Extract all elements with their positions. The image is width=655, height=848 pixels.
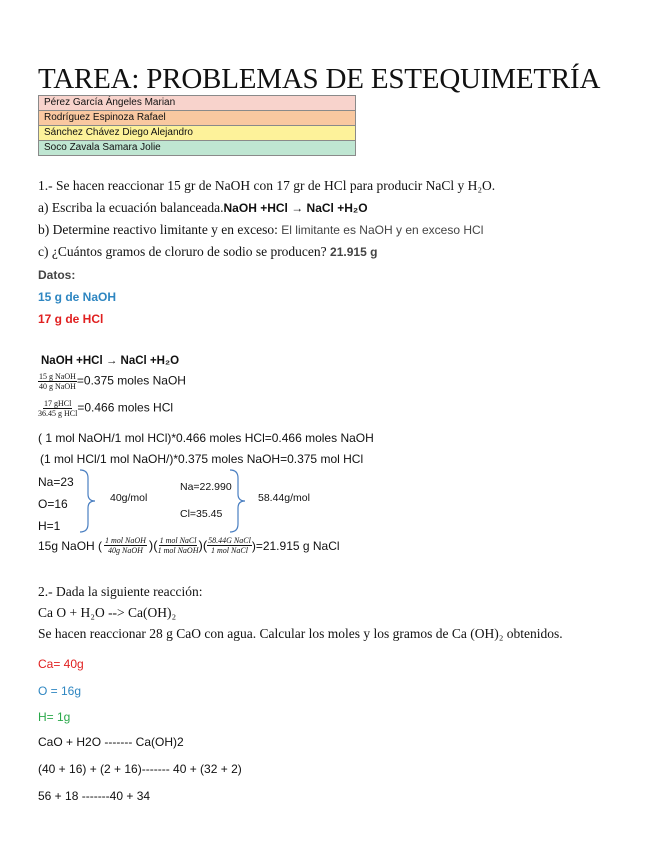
problem2-statement: 2.- Dada la siguiente reacción:	[38, 584, 203, 599]
na-mass: Na=23	[38, 475, 74, 489]
hcl-moles-result: =0.466 moles HCl	[77, 400, 174, 415]
na-mass-2: Na=22.990	[180, 481, 232, 493]
calc-hcl-moles	[38, 399, 173, 418]
final-start: 15g NaOH (	[38, 538, 103, 553]
team-member-name: Pérez García Ángeles Marian	[39, 96, 356, 111]
problem1-a-answer: NaOH +HCl → NaCl +H₂O	[223, 201, 368, 215]
team-member-name: Sánchez Chávez Diego Alejandro	[39, 126, 356, 141]
final-result: )=21.915 g NaCl	[251, 538, 340, 553]
naoh-moles-result: =0.375 moles NaOH	[76, 373, 186, 388]
ratio-line-1: ( 1 mol NaOH/1 mol HCl)*0.466 moles HCl=0.466 moles NaOH	[38, 431, 374, 445]
h-mass: H=1	[38, 519, 61, 533]
problem1-c	[38, 244, 377, 260]
team-member-name: Rodríguez Espinoza Rafael	[39, 111, 356, 126]
problem1-a-question: a) Escriba la ecuación balanceada.	[38, 200, 224, 215]
fraction-1: $\frac{\text{1 mol NaOH}}{\text{40g NaOH}}$	[105, 536, 146, 555]
brace-naoh	[78, 468, 98, 534]
team-row	[39, 111, 356, 126]
ratio-line-2: (1 mol HCl/1 mol NaOH/)*0.375 moles NaOH=0.375 mol HCl	[40, 452, 364, 466]
problem2-reaction: Ca O + H₂O --> Ca(OH)₂	[38, 605, 177, 620]
problem1-c-question: c) ¿Cuántos gramos de cloruro de sodio se producen?	[38, 244, 327, 259]
nacl-molar-mass: 58.44g/mol	[258, 492, 310, 504]
team-row	[39, 126, 356, 141]
naoh-molar-mass: 40g/mol	[110, 492, 148, 504]
cl-mass: Cl=35.45	[180, 508, 223, 520]
fraction-2: $\frac{\text{1 mol NaCl}}{\text{1 mol NaOH}}$	[157, 536, 199, 555]
problem1-a	[38, 200, 368, 216]
team-member-name: Soco Zavala Samara Jolie	[39, 141, 356, 156]
o-mass: O=16	[38, 497, 68, 511]
ca-mass: Ca= 40g	[38, 657, 84, 671]
balanced-equation: NaOH +HCl → NaCl +H₂O	[41, 355, 180, 367]
hcl-mass: 17 g de HCl	[38, 312, 104, 326]
calc-naoh-moles	[38, 372, 186, 391]
o-mass-2: O = 16g	[38, 684, 82, 698]
team-row	[39, 96, 356, 111]
datos-label: Datos:	[38, 268, 76, 282]
problem1-c-answer: 21.915 g	[330, 245, 378, 259]
problem1-statement: 1.- Se hacen reaccionar 15 gr de NaOH con 17 gr de HCl para producir NaCl y H₂O.	[38, 178, 496, 193]
document-title: TAREA: PROBLEMAS DE ESTEQUIMETRÍA	[38, 63, 601, 95]
equation-line-1: CaO + H2O ------- Ca(OH)2	[38, 735, 184, 749]
problem1-b-question: b) Determine reactivo limitante y en exceso:	[38, 222, 278, 237]
equation-line-3: 56 + 18 -------40 + 34	[38, 789, 151, 803]
equation-line-2: (40 + 16) + (2 + 16)------- 40 + (32 + 2)	[38, 762, 242, 776]
fraction-3: $\frac{\text{58.44G NaCl}}{\text{1 mol NaCl}}$	[208, 536, 251, 555]
fraction-naoh: $\frac{\text{15 g NaOH}}{\text{40 g NaOH}}$	[39, 372, 76, 391]
brace-nacl	[228, 468, 250, 534]
problem1-b-answer: El limitante es NaOH y en exceso HCl	[281, 223, 484, 237]
problem1-b	[38, 222, 483, 238]
team-row	[39, 141, 356, 156]
naoh-mass: 15 g de NaOH	[38, 290, 117, 304]
fraction-hcl: $\frac{\text{17 gHCl}}{\text{36.45 g HCl}}$	[38, 399, 78, 418]
team-table	[38, 95, 356, 156]
problem2-question: Se hacen reaccionar 28 g CaO con agua. Calcular los moles y los gramos de Ca (OH)₂ obtenidos.	[38, 626, 563, 641]
final-computation: 15g NaOH ( $\frac{\text{1 mol NaOH}}{\text{40g NaOH}}$ )( $\frac{\text{1 mol NaCl}}{\text{1 mol NaOH}}$ )( $\frac{\text{58.44G NaCl}}{\text{1 mol NaCl}}$ )=21.915 g NaCl	[38, 536, 340, 555]
h-mass-2: H= 1g	[38, 710, 71, 724]
